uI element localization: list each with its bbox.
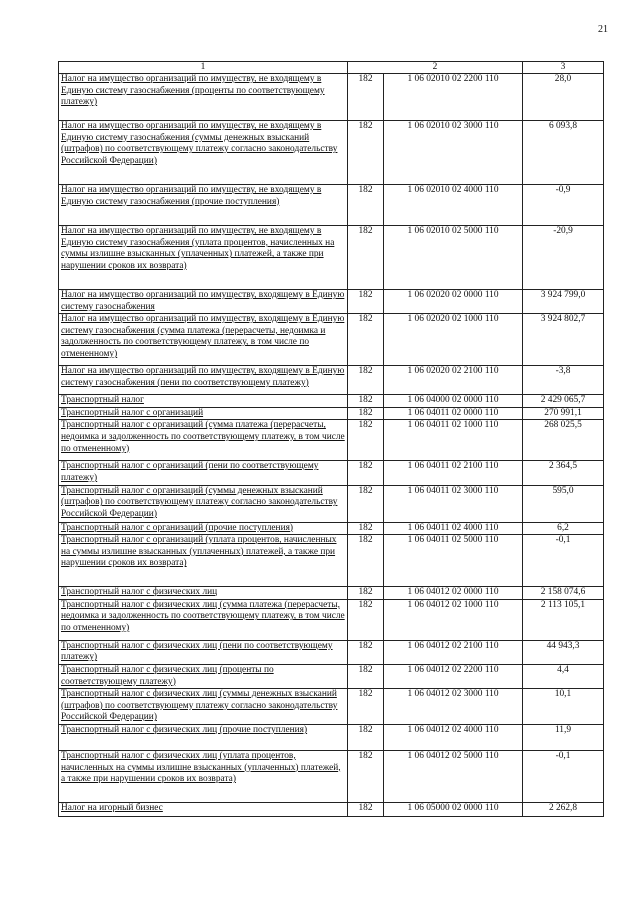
row-budget-code-text: 1 06 04011 02 4000 110 [407, 522, 499, 533]
row-amount [523, 121, 604, 185]
row-admin-code-text: 182 [358, 461, 373, 472]
row-admin-code [348, 226, 384, 290]
row-admin-code [348, 664, 384, 688]
row-budget-code [384, 121, 523, 185]
row-admin-code [348, 74, 384, 121]
row-name-text: Транспортный налог с организаций (пени по соответствующему платежу) [61, 461, 319, 483]
row-budget-code [384, 664, 523, 688]
row-amount [523, 535, 604, 587]
table-row [59, 535, 604, 587]
row-admin-code [348, 485, 384, 522]
row-budget-code-text: 1 06 04011 02 0000 110 [407, 407, 499, 418]
table-row [59, 689, 604, 725]
row-admin-code [348, 420, 384, 461]
row-budget-code-text: 1 06 02010 02 4000 110 [407, 185, 499, 195]
row-budget-code-text: 1 06 04012 02 1000 110 [407, 599, 499, 610]
row-budget-code [384, 802, 523, 816]
row-admin-code [348, 314, 384, 366]
table-row [59, 185, 604, 226]
table-row [59, 395, 604, 408]
row-name-text: Транспортный налог с физических лиц (пени по соответствующему платежу) [61, 640, 333, 663]
row-name-text: Налог на имущество организаций по имуществу, не входящему в Единую систему газоснабжения (прочие поступления) [61, 185, 322, 207]
row-amount-text: 6,2 [557, 522, 569, 533]
row-admin-code-text: 182 [358, 420, 373, 431]
row-budget-code [384, 640, 523, 664]
page-number: 21 [598, 24, 608, 35]
table-row [59, 461, 604, 485]
header-col-1: 1 [59, 62, 348, 74]
row-name-text: Транспортный налог с физических лиц (суммы денежных взысканий (штрафов) по соответствующему платежу согласно законодательству Российской Федерации) [61, 689, 338, 723]
row-name-text: Налог на имущество организаций по имуществу, не входящему в Единую систему газоснабжения (уплата процентов, начисленных на суммы излишне взысканных (уплаченных) платежей, а также при нарушении сроков их возврата) [61, 226, 335, 271]
table-row [59, 587, 604, 600]
row-name [59, 724, 348, 750]
row-amount [523, 290, 604, 314]
row-admin-code [348, 461, 384, 485]
row-name [59, 640, 348, 664]
row-name [59, 535, 348, 587]
table-row [59, 802, 604, 816]
row-admin-code-text: 182 [358, 599, 373, 610]
row-name [59, 314, 348, 366]
table-row [59, 366, 604, 395]
row-amount [523, 522, 604, 535]
row-amount-text: 268 025,5 [544, 420, 582, 431]
table-row [59, 226, 604, 290]
header-col-3: 3 [523, 62, 604, 74]
row-budget-code [384, 395, 523, 408]
header-col-2: 2 [348, 62, 523, 74]
row-name-text: Транспортный налог с физических лиц (проценты по соответствующему платежу) [61, 664, 274, 687]
row-amount [523, 599, 604, 640]
row-budget-code-text: 1 06 02010 02 3000 110 [407, 121, 499, 131]
row-name [59, 750, 348, 802]
row-budget-code-text: 1 06 04012 02 2100 110 [407, 640, 499, 651]
row-name-text: Транспортный налог с физических лиц (прочие поступления) [61, 724, 308, 735]
row-admin-code-text: 182 [358, 535, 373, 546]
row-amount-text: -0,1 [555, 535, 571, 546]
row-budget-code [384, 724, 523, 750]
row-amount [523, 485, 604, 522]
row-admin-code-text: 182 [358, 689, 373, 700]
table-row [59, 407, 604, 420]
row-admin-code [348, 522, 384, 535]
row-budget-code-text: 1 06 02020 02 1000 110 [407, 314, 499, 325]
row-amount [523, 587, 604, 600]
row-name [59, 689, 348, 725]
row-amount [523, 366, 604, 395]
row-amount [523, 395, 604, 408]
row-amount [523, 407, 604, 420]
row-budget-code [384, 587, 523, 600]
table-row [59, 664, 604, 688]
row-admin-code [348, 724, 384, 750]
row-amount [523, 226, 604, 290]
row-amount [523, 461, 604, 485]
row-name-text: Транспортный налог с организаций (сумма платежа (перерасчеты, недоимка и задолженность по соответствующему платежу, в том числе по отмененному) [61, 420, 345, 454]
row-admin-code [348, 407, 384, 420]
row-amount-text: 3 924 802,7 [540, 314, 586, 325]
row-name [59, 290, 348, 314]
row-admin-code-text: 182 [358, 407, 373, 418]
row-name [59, 485, 348, 522]
row-name-text: Налог на имущество организаций по имуществу, не входящему в Единую систему газоснабжения (проценты по соответствующему платежу) [61, 74, 325, 108]
row-admin-code [348, 802, 384, 816]
table-row [59, 750, 604, 802]
row-budget-code [384, 420, 523, 461]
row-budget-code [384, 226, 523, 290]
row-amount [523, 689, 604, 725]
row-amount-text: 11,9 [554, 724, 572, 735]
row-name [59, 407, 348, 420]
table-row [59, 522, 604, 535]
row-budget-code [384, 485, 523, 522]
row-name [59, 226, 348, 290]
table-row [59, 74, 604, 121]
row-name [59, 121, 348, 185]
row-admin-code-text: 182 [358, 587, 373, 598]
row-name [59, 185, 348, 226]
row-amount-text: 44 943,3 [546, 640, 580, 651]
row-admin-code [348, 599, 384, 640]
row-admin-code [348, 366, 384, 395]
row-amount-text: -3,8 [555, 366, 571, 377]
row-budget-code-text: 1 06 04012 02 2200 110 [407, 664, 499, 675]
row-name-text: Налог на имущество организаций по имуществу, входящему в Единую систему газоснабжения [61, 290, 345, 312]
row-amount-text: 2 113 105,1 [540, 599, 586, 610]
row-budget-code [384, 407, 523, 420]
row-name [59, 366, 348, 395]
row-amount [523, 314, 604, 366]
row-admin-code [348, 640, 384, 664]
table-row [59, 724, 604, 750]
row-name-text: Транспортный налог с физических лиц [61, 587, 218, 598]
row-amount [523, 750, 604, 802]
row-budget-code-text: 1 06 05000 02 0000 110 [407, 802, 499, 813]
row-admin-code-text: 182 [358, 185, 373, 195]
row-admin-code-text: 182 [358, 395, 373, 406]
table-row [59, 640, 604, 664]
row-budget-code-text: 1 06 04011 02 5000 110 [407, 535, 499, 546]
row-amount-text: 2 364,5 [548, 461, 578, 472]
table-body [59, 74, 604, 817]
row-amount-text: 10,1 [554, 689, 572, 700]
row-amount-text: 3 924 799,0 [540, 290, 586, 300]
row-budget-code [384, 689, 523, 725]
row-amount-text: -0,9 [555, 185, 571, 195]
row-admin-code-text: 182 [358, 314, 373, 325]
row-name [59, 599, 348, 640]
row-budget-code [384, 290, 523, 314]
row-amount [523, 640, 604, 664]
row-amount-text: 4,4 [557, 664, 569, 675]
row-name [59, 74, 348, 121]
row-amount-text: 2 262,8 [548, 802, 578, 813]
row-admin-code [348, 689, 384, 725]
row-admin-code-text: 182 [358, 640, 373, 651]
row-name-text: Налог на имущество организаций по имуществу, входящему в Единую систему газоснабжения (пени по соответствующему платежу) [61, 366, 345, 388]
row-admin-code-text: 182 [358, 802, 373, 813]
row-name-text: Транспортный налог с физических лиц (уплата процентов, начисленных на суммы излишне взысканных (уплаченных) платежей, а также при нарушении сроков их возврата) [61, 750, 341, 785]
row-amount [523, 802, 604, 816]
row-admin-code [348, 290, 384, 314]
row-budget-code-text: 1 06 02010 02 5000 110 [407, 226, 499, 236]
table-row [59, 599, 604, 640]
row-budget-code [384, 314, 523, 366]
row-name [59, 802, 348, 816]
row-budget-code [384, 461, 523, 485]
row-name [59, 420, 348, 461]
row-amount-text: 595,0 [552, 485, 574, 496]
row-admin-code [348, 185, 384, 226]
row-amount [523, 664, 604, 688]
row-admin-code-text: 182 [358, 750, 373, 761]
row-name-text: Налог на имущество организаций по имуществу, входящему в Единую систему газоснабжения (сумма платежа (перерасчеты, недоимка и задолженность по соответствующему платежу, в том числе по отмененному) [61, 314, 345, 359]
row-admin-code-text: 182 [358, 121, 373, 131]
row-name-text: Транспортный налог с организаций (суммы денежных взысканий (штрафов) по соответствующему платежу согласно законодательству Российской Федерации) [61, 485, 338, 519]
row-name [59, 461, 348, 485]
row-amount-text: 2 429 065,7 [540, 395, 586, 406]
row-budget-code-text: 1 06 04011 02 2100 110 [407, 461, 499, 472]
row-name-text: Налог на игорный бизнес [61, 802, 163, 813]
row-budget-code [384, 522, 523, 535]
row-admin-code-text: 182 [358, 485, 373, 496]
row-budget-code-text: 1 06 04012 02 5000 110 [407, 750, 499, 761]
table-row [59, 290, 604, 314]
row-admin-code-text: 182 [358, 522, 373, 533]
row-name [59, 522, 348, 535]
row-budget-code-text: 1 06 02020 02 2100 110 [407, 366, 499, 377]
row-amount-text: 270 991,1 [544, 407, 582, 418]
row-admin-code [348, 535, 384, 587]
row-budget-code-text: 1 06 02010 02 2200 110 [407, 74, 499, 84]
table-header-row [59, 62, 604, 74]
row-admin-code-text: 182 [358, 290, 373, 300]
row-budget-code-text: 1 06 04000 02 0000 110 [407, 395, 499, 406]
row-amount [523, 724, 604, 750]
row-budget-code [384, 74, 523, 121]
row-amount-text: 2 158 074,6 [540, 587, 586, 598]
row-budget-code-text: 1 06 04012 02 0000 110 [407, 587, 499, 598]
row-admin-code [348, 587, 384, 600]
row-name [59, 395, 348, 408]
row-budget-code [384, 535, 523, 587]
row-name-text: Транспортный налог с организаций [61, 407, 204, 418]
row-amount-text: 6 093,8 [548, 121, 578, 131]
row-amount [523, 74, 604, 121]
row-admin-code [348, 121, 384, 185]
table-row [59, 485, 604, 522]
row-amount [523, 420, 604, 461]
row-name-text: Транспортный налог [61, 395, 144, 406]
row-budget-code [384, 185, 523, 226]
row-amount-text: -0,1 [555, 750, 571, 761]
table-row [59, 420, 604, 461]
row-admin-code-text: 182 [358, 724, 373, 735]
row-admin-code [348, 750, 384, 802]
table-row [59, 121, 604, 185]
row-name-text: Налог на имущество организаций по имуществу, не входящему в Единую систему газоснабжения (суммы денежных взысканий (штрафов) по соответствующему платежу согласно законодательству Российской Федерации) [61, 121, 338, 166]
row-budget-code-text: 1 06 04011 02 1000 110 [407, 420, 499, 431]
row-amount-text: -20,9 [553, 226, 573, 236]
row-budget-code [384, 599, 523, 640]
row-admin-code-text: 182 [358, 226, 373, 236]
row-admin-code-text: 182 [358, 366, 373, 377]
row-budget-code-text: 1 06 04011 02 3000 110 [407, 485, 499, 496]
row-budget-code-text: 1 06 02020 02 0000 110 [407, 290, 499, 300]
row-admin-code-text: 182 [358, 74, 373, 84]
row-name-text: Транспортный налог с организаций (уплата процентов, начисленных на суммы излишне взысканных (уплаченных) платежей, а также при нарушении сроков их возврата) [61, 535, 337, 569]
row-admin-code [348, 395, 384, 408]
budget-revenue-table [58, 61, 604, 817]
row-amount-text: 28,0 [554, 74, 572, 84]
table-row [59, 314, 604, 366]
row-budget-code-text: 1 06 04012 02 3000 110 [407, 689, 499, 700]
row-budget-code [384, 366, 523, 395]
row-name-text: Транспортный налог с физических лиц (сумма платежа (перерасчеты, недоимка и задолженность по соответствующему платежу, в том числе по отмененному) [61, 599, 345, 633]
row-name [59, 587, 348, 600]
row-amount [523, 185, 604, 226]
row-admin-code-text: 182 [358, 664, 373, 675]
row-name-text: Транспортный налог с организаций (прочие поступления) [61, 522, 294, 533]
row-budget-code-text: 1 06 04012 02 4000 110 [407, 724, 499, 735]
row-name [59, 664, 348, 688]
row-budget-code [384, 750, 523, 802]
